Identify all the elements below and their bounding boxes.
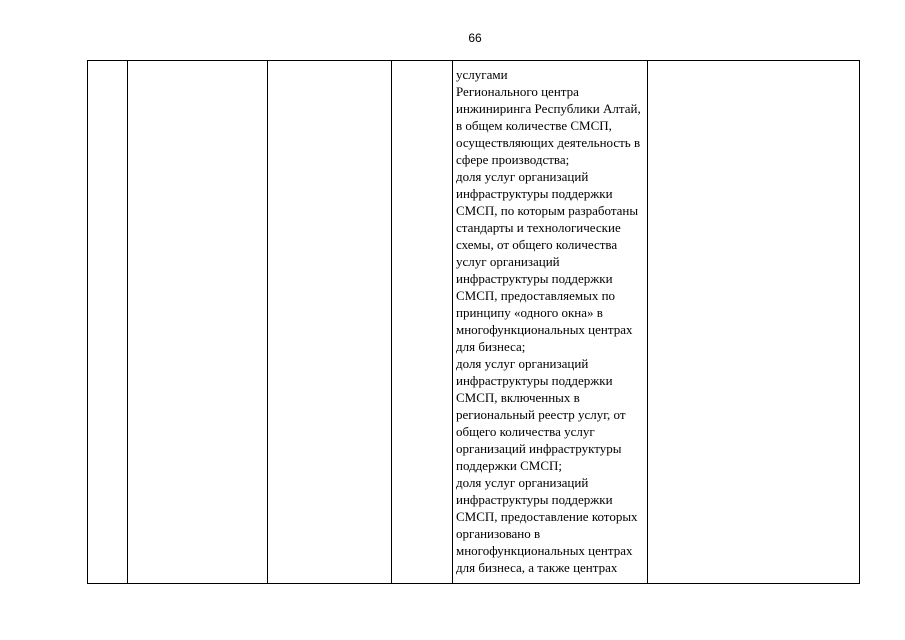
cell-text-line: инфраструктуры поддержки xyxy=(456,186,613,201)
cell-text-line: СМСП, предоставление которых xyxy=(456,509,638,524)
column-divider-2 xyxy=(267,61,268,583)
cell-text-line: общего количества услуг xyxy=(456,424,595,439)
cell-text-line: сфере производства; xyxy=(456,152,570,167)
cell-text-line: инжиниринга Республики Алтай, xyxy=(456,101,641,116)
cell-text-line: СМСП, предоставляемых по xyxy=(456,288,616,303)
cell-text-line: региональный реестр услуг, от xyxy=(456,407,626,422)
table xyxy=(87,60,860,584)
cell-text-line: инфраструктуры поддержки xyxy=(456,492,613,507)
cell-text-line: Регионального центра xyxy=(456,84,579,99)
cell-text-line: услуг организаций xyxy=(456,254,560,269)
cell-text-line: для бизнеса; xyxy=(456,339,526,354)
cell-text-line: для бизнеса, а также центрах xyxy=(456,560,618,575)
cell-text-line: организаций инфраструктуры xyxy=(456,441,622,456)
cell-text-line: доля услуг организаций xyxy=(456,475,589,490)
column-divider-4 xyxy=(452,61,453,583)
cell-text-line: доля услуг организаций xyxy=(456,356,589,371)
cell-text-line: услугами xyxy=(456,67,508,82)
column-divider-3 xyxy=(391,61,392,583)
cell-text-line: СМСП, по которым разработаны xyxy=(456,203,639,218)
cell-text-line: стандарты и технологические xyxy=(456,220,621,235)
cell-text-line: инфраструктуры поддержки xyxy=(456,373,613,388)
table-cell-indicators xyxy=(456,66,646,576)
cell-text-line: осуществляющих деятельность в xyxy=(456,135,641,150)
page-number: 66 xyxy=(468,31,482,45)
cell-text-line: доля услуг организаций xyxy=(456,169,589,184)
cell-text-line: поддержки СМСП; xyxy=(456,458,562,473)
cell-text-line: принципу «одного окна» в xyxy=(456,305,603,320)
cell-text-line: инфраструктуры поддержки xyxy=(456,271,613,286)
column-divider-5 xyxy=(647,61,648,583)
cell-text-line: схемы, от общего количества xyxy=(456,237,618,252)
cell-text-line: СМСП, включенных в xyxy=(456,390,580,405)
cell-text-line: организовано в xyxy=(456,526,541,541)
column-divider-1 xyxy=(127,61,128,583)
cell-text-line: многофункциональных центрах xyxy=(456,322,633,337)
cell-text-line: многофункциональных центрах xyxy=(456,543,633,558)
cell-text-line: в общем количестве СМСП, xyxy=(456,118,612,133)
